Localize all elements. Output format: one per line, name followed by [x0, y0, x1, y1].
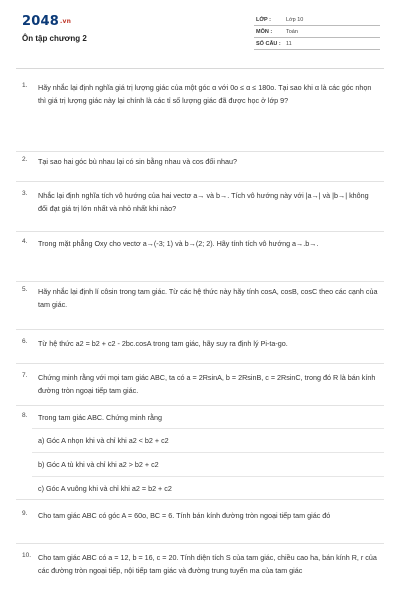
sub-divider [32, 428, 384, 429]
question-2 [16, 156, 384, 182]
question-7 [16, 372, 384, 406]
question-number: 4. [22, 238, 28, 245]
question-1 [16, 82, 384, 152]
question-number: 5. [22, 286, 28, 293]
sub-divider [32, 476, 384, 477]
question-text: Cho tam giác ABC có góc A = 60o, BC = 6. Tính bán kính đường tròn ngoại tiếp tam giác đó [38, 511, 331, 520]
question-number: 7. [22, 372, 28, 379]
question-text: Hãy nhắc lại định nghĩa giá trị lượng giác của một góc α với 0o ≤ α ≤ 180o. Tại sao khi α là các góc nhọn thì giá trị lượng giác này lại chính là các tỉ số lượng giác đã được học ở lớp 9? [38, 83, 372, 105]
info-row-class [254, 14, 380, 26]
info-label: SỐ CÂU : [256, 41, 281, 47]
info-label: LỚP : [256, 17, 271, 23]
document-title: Ôn tập chương 2 [22, 34, 87, 43]
question-subitem: b) Góc A tù khi và chỉ khi a2 > b2 + c2 [38, 460, 159, 469]
info-box [254, 14, 380, 50]
question-text: Tại sao hai góc bù nhau lại có sin bằng nhau và cos đối nhau? [38, 157, 237, 166]
question-9 [16, 510, 384, 544]
question-8 [16, 412, 384, 500]
question-10 [16, 552, 384, 598]
question-text: Trong tam giác ABC. Chứng minh rằng [38, 413, 162, 422]
question-number: 1. [22, 82, 28, 89]
info-row-subject [254, 26, 380, 38]
question-5 [16, 286, 384, 330]
question-3 [16, 190, 384, 232]
info-value: Lớp 10 [286, 17, 304, 23]
question-text: Trong mặt phẳng Oxy cho vectơ a→(-3; 1) và b→(2; 2). Hãy tính tích vô hướng a→.b→. [38, 239, 319, 248]
question-text: Cho tam giác ABC có a = 12, b = 16, c = 20. Tính diện tích S của tam giác, chiều cao ha, bán kính R, r của các đường tròn ngoại tiếp, nội tiếp tam giác và đường trung tuyến ma của tam giác [38, 553, 377, 575]
question-text: Từ hệ thức a2 = b2 + c2 - 2bc.cosA trong tam giác, hãy suy ra định lý Pi-ta-go. [38, 339, 288, 348]
question-subitem: c) Góc A vuông khi và chỉ khi a2 = b2 + c2 [38, 484, 172, 493]
question-number: 2. [22, 156, 28, 163]
site-logo[interactable]: 2048.vn [22, 14, 72, 29]
question-text: Chứng minh rằng với mọi tam giác ABC, ta có a = 2RsinA, b = 2RsinB, c = 2RsinC, trong đó R là bán kính đường tròn ngoại tiếp tam giác. [38, 373, 376, 395]
question-number: 10. [22, 552, 32, 559]
question-number: 8. [22, 412, 28, 419]
question-text: Nhắc lại định nghĩa tích vô hướng của hai vectơ a→ và b→. Tích vô hướng này với |a→| và |b→| không đổi đạt giá trị lớn nhất và nhỏ nhất khi nào? [38, 191, 369, 213]
header-divider [16, 68, 384, 69]
sub-divider [32, 452, 384, 453]
question-6 [16, 338, 384, 364]
question-number: 6. [22, 338, 28, 345]
info-value: Toán [286, 29, 298, 35]
question-subitem: a) Góc A nhọn khi và chỉ khi a2 < b2 + c2 [38, 436, 169, 445]
question-text: Hãy nhắc lại định lí côsin trong tam giác. Từ các hệ thức này hãy tính cosA, cosB, cosC theo các cạnh của tam giác. [38, 287, 378, 309]
info-row-count [254, 38, 380, 50]
question-number: 9. [22, 510, 28, 517]
document-header [0, 0, 400, 60]
question-number: 3. [22, 190, 28, 197]
question-4 [16, 238, 384, 282]
info-value: 11 [286, 41, 292, 47]
info-label: MÔN : [256, 29, 273, 35]
